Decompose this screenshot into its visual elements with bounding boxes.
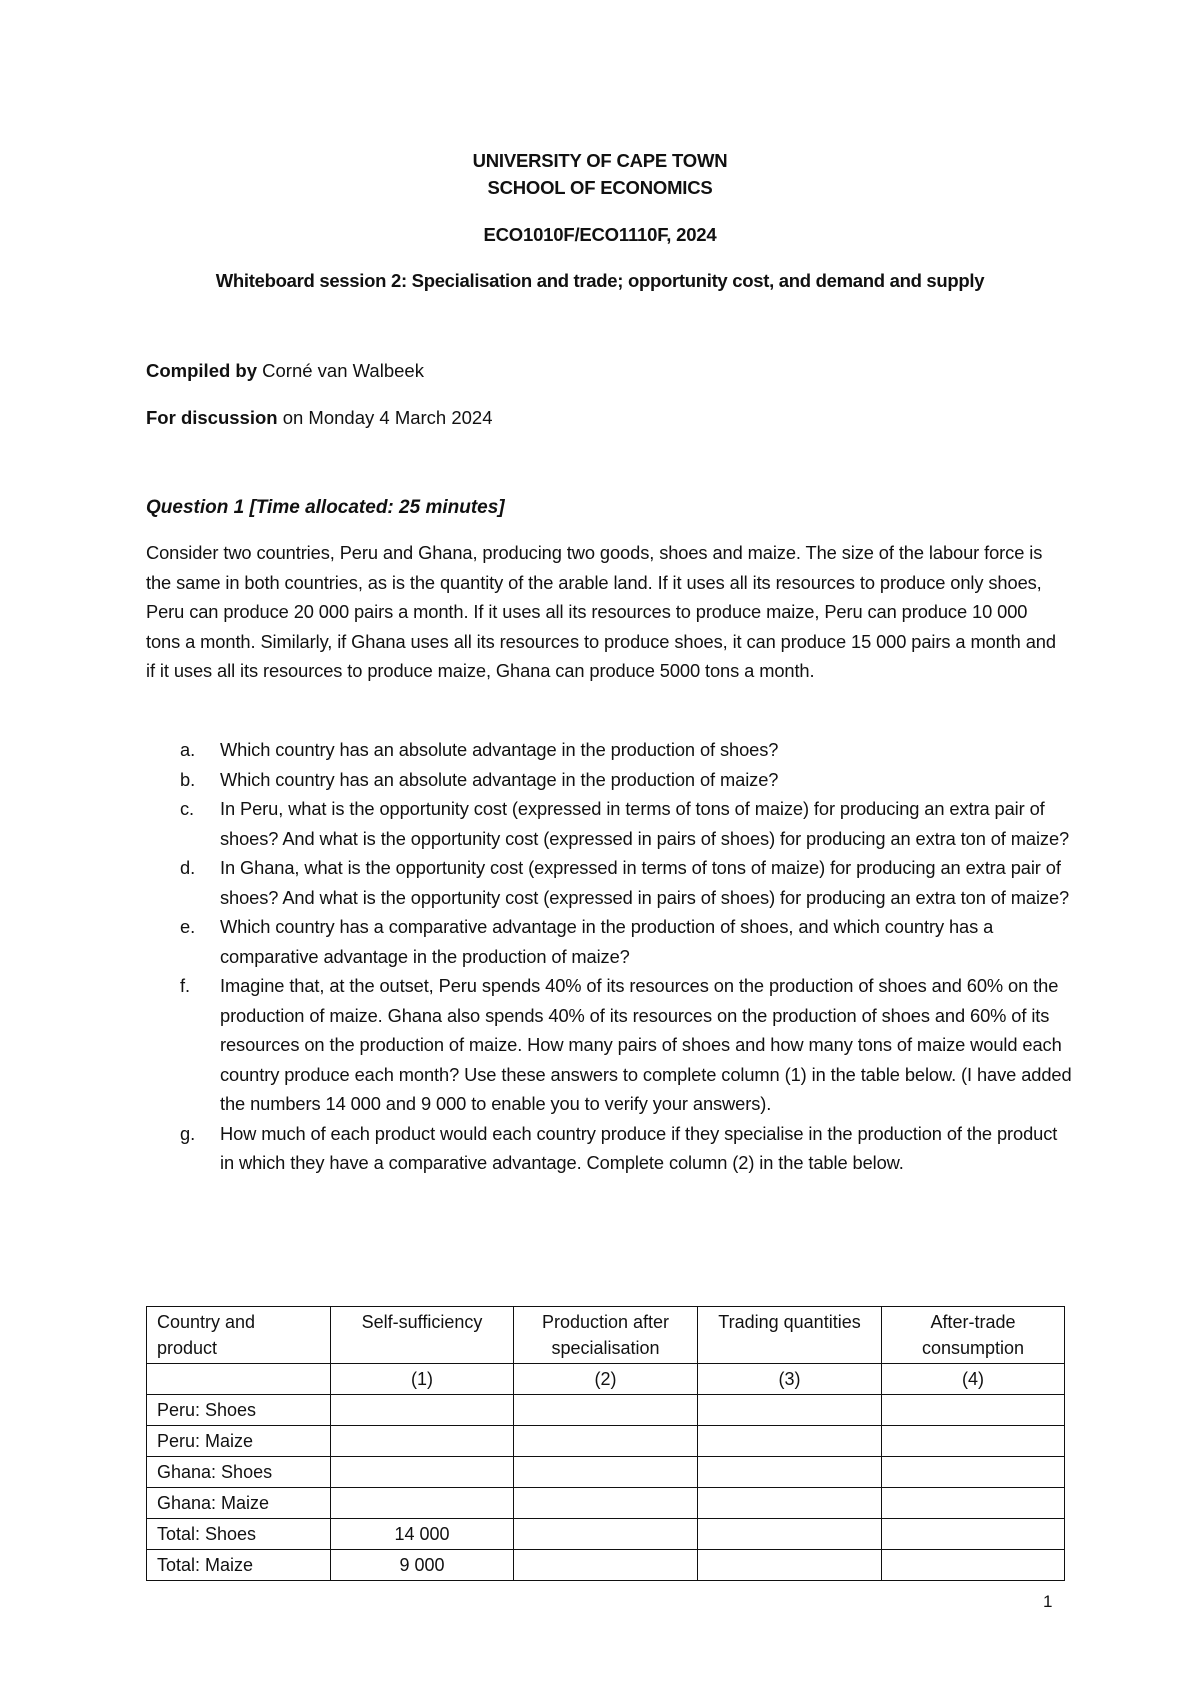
table-cell (882, 1395, 1065, 1426)
course-code: ECO1010F/ECO1110F, 2024 (483, 224, 717, 245)
item-text: Which country has a comparative advantage in the production of shoes, and which country has a comparative advantage in the production of maize? (220, 916, 994, 967)
table-cell (698, 1550, 882, 1581)
table-cell (331, 1426, 514, 1457)
table-row (147, 1457, 1065, 1488)
question-item-g (146, 1119, 1076, 1178)
discussion-label: For discussion (146, 407, 278, 428)
table-cell: (2) (514, 1364, 698, 1395)
table-header-cell: Self-sufficiency (331, 1307, 514, 1364)
table-header-row (147, 1307, 1065, 1364)
table-cell: Total: Shoes (147, 1519, 331, 1550)
question-item-b (146, 765, 1076, 795)
table-cell (882, 1488, 1065, 1519)
item-label: c. (180, 798, 195, 819)
production-table (146, 1306, 1065, 1581)
discussion-value: on Monday 4 March 2024 (277, 407, 493, 428)
compiled-by (146, 360, 424, 382)
table-cell (514, 1457, 698, 1488)
session-title: Whiteboard session 2: Specialisation and trade; opportunity cost, and demand and supply (215, 270, 985, 291)
table-cell (882, 1519, 1065, 1550)
table-header-cell: Production after specialisation (514, 1307, 698, 1364)
question-title: Question 1 [Time allocated: 25 minutes] (146, 497, 505, 518)
table-cell (698, 1519, 882, 1550)
item-text: Which country has an absolute advantage in the production of shoes? (220, 739, 779, 760)
item-label: g. (180, 1122, 196, 1144)
item-label: f. (180, 975, 190, 996)
question-item-a (146, 735, 1076, 765)
table-header-cell: Trading quantities (698, 1307, 882, 1364)
table-cell (331, 1395, 514, 1426)
item-text: In Ghana, what is the opportunity cost (expressed in terms of tons of maize) for producing an extra pair of shoes? And what is the opportunity cost (expressed in pairs of shoes) for producing an extra ton of maize? (220, 857, 1070, 908)
table-row (147, 1488, 1065, 1519)
table-cell (331, 1457, 514, 1488)
table-cell (882, 1426, 1065, 1457)
question-item-d (146, 853, 1076, 912)
table-cell (698, 1457, 882, 1488)
table-cell (514, 1519, 698, 1550)
university-name: UNIVERSITY OF CAPE TOWN (472, 150, 728, 171)
table-cell (147, 1364, 331, 1395)
compiled-by-value: Corné van Walbeek (257, 360, 424, 381)
item-label: a. (180, 739, 196, 760)
table-cell (514, 1550, 698, 1581)
table-row (147, 1426, 1065, 1457)
item-text: Which country has an absolute advantage in the production of maize? (220, 768, 779, 790)
item-text: Imagine that, at the outset, Peru spends 40% of its resources on the production of shoes and 60% on the production of maize. Ghana also spends 40% of its resources on the production of shoes and 60% of its resources on the production of maize. How many pairs of shoes and how many tons of maize would each country produce each month? Use these answers to complete column (1) in the table below. (I have added the numbers 14 000 and 9 000 to enable you to verify your answers). (220, 975, 1072, 1114)
discussion-date (146, 407, 493, 429)
table-cell (514, 1426, 698, 1457)
table-header-cell: Country and product (147, 1307, 331, 1364)
item-text: How much of each product would each country produce if they specialise in the production of the product in which they have a comparative advantage. Complete column (2) in the table below. (220, 1122, 1058, 1173)
table-cell: Ghana: Shoes (147, 1457, 331, 1488)
question-item-f (146, 971, 1076, 1119)
table-row (147, 1550, 1065, 1581)
table-cell (698, 1426, 882, 1457)
table-cell: (1) (331, 1364, 514, 1395)
table-row (147, 1519, 1065, 1550)
question-item-c (146, 794, 1076, 853)
question-items (146, 735, 1076, 1178)
table-row (147, 1395, 1065, 1426)
question-intro: Consider two countries, Peru and Ghana, producing two goods, shoes and maize. The size of the labour force is the same in both countries, as is the quantity of the arable land. If it uses all its resources to produce only shoes, Peru can produce 20 000 pairs a month. If it uses all its resources to produce maize, Peru can produce 10 000 tons a month. Similarly, if Ghana uses all its resources to produce shoes, it can produce 15 000 pairs a month and if it uses all its resources to produce maize, Ghana can produce 5000 tons a month. (146, 542, 1056, 681)
compiled-by-label: Compiled by (146, 360, 258, 381)
table-column-number-row (147, 1364, 1065, 1395)
item-text: In Peru, what is the opportunity cost (expressed in terms of tons of maize) for producing an extra pair of shoes? And what is the opportunity cost (expressed in pairs of shoes) for producing an extra ton of maize? (220, 798, 1070, 849)
table-cell: (3) (698, 1364, 882, 1395)
table-cell: 14 000 (331, 1519, 514, 1550)
table-cell (698, 1395, 882, 1426)
school-name: SCHOOL OF ECONOMICS (487, 177, 713, 198)
table-cell (882, 1457, 1065, 1488)
item-label: e. (180, 916, 196, 937)
item-label: d. (180, 857, 196, 878)
table-cell (514, 1395, 698, 1426)
table-cell (514, 1488, 698, 1519)
table-cell (698, 1488, 882, 1519)
question-item-e (146, 912, 1076, 971)
item-label: b. (180, 768, 196, 790)
table-cell: 9 000 (331, 1550, 514, 1581)
table-cell: Peru: Maize (147, 1426, 331, 1457)
table-cell (882, 1550, 1065, 1581)
table-cell: Ghana: Maize (147, 1488, 331, 1519)
table-cell (331, 1488, 514, 1519)
table-cell: Total: Maize (147, 1550, 331, 1581)
table-header-cell: After-trade consumption (882, 1307, 1065, 1364)
table-cell: (4) (882, 1364, 1065, 1395)
table-cell: Peru: Shoes (147, 1395, 331, 1426)
page-number: 1 (1043, 1592, 1053, 1611)
